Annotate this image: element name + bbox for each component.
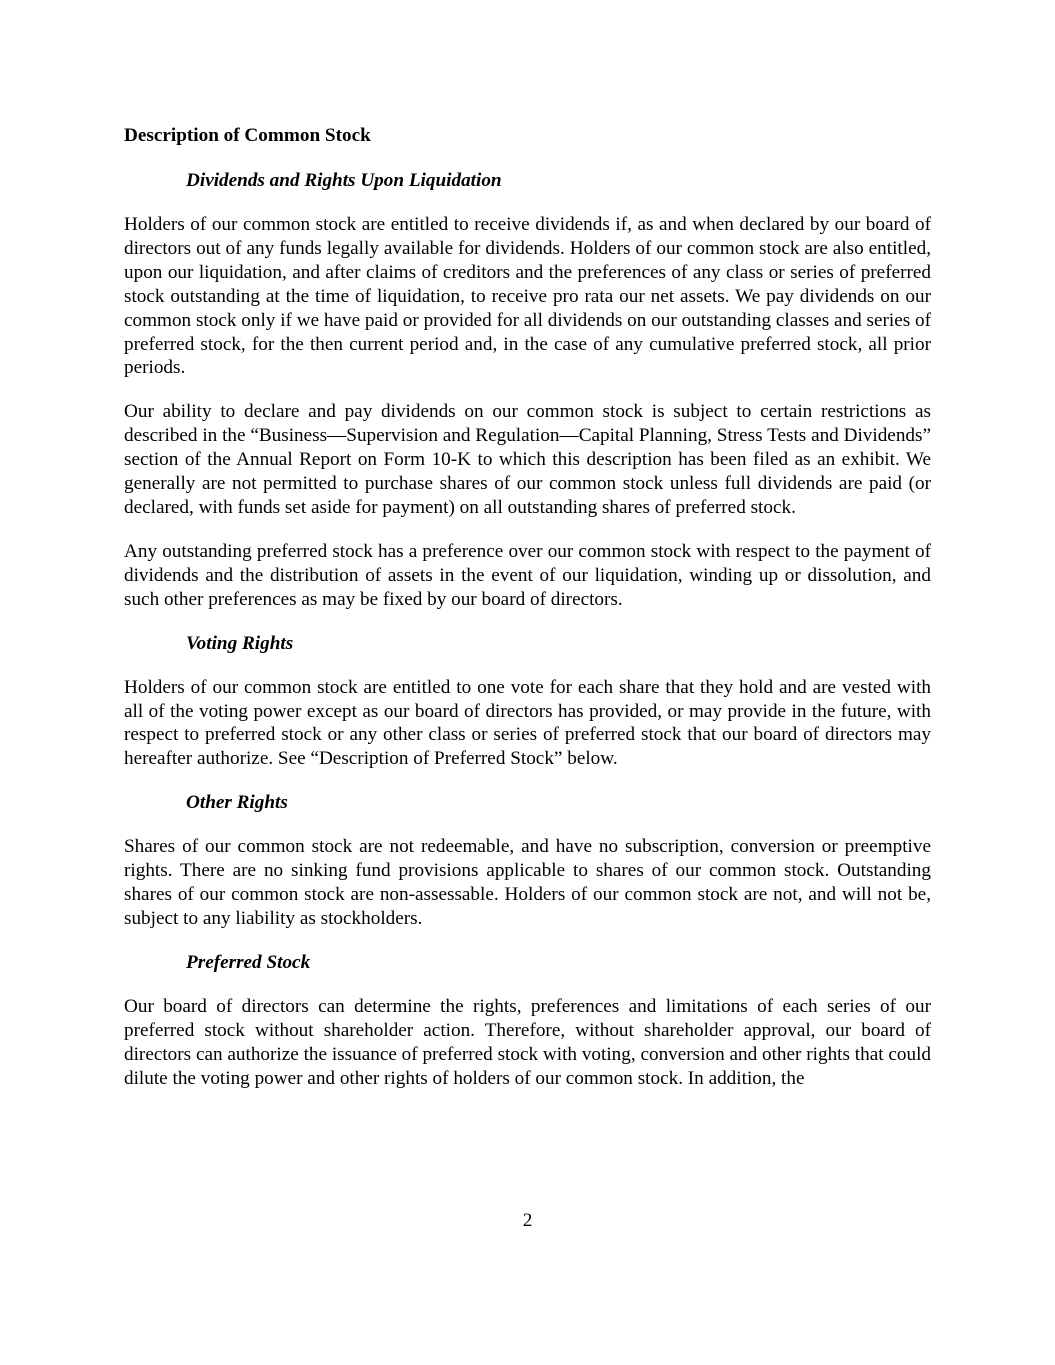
section-heading: Voting Rights: [186, 632, 294, 654]
paragraph: Our ability to declare and pay dividends on our common stock is subject to certain restrictions as described in the “Business—Supervision and Regulation—Capital Planning, Stress Tests and Dividends” section of the Annual Report on Form 10-K to which this description has been filed as an exhibit. We generally are not permitted to purchase shares of our common stock unless full dividends are paid (or declared, with funds set aside for payment) on all outstanding shares of preferred stock.: [124, 401, 931, 518]
section-voting-rights: [124, 632, 931, 772]
paragraph: Any outstanding preferred stock has a preference over our common stock with respect to the payment of dividends and the distribution of assets in the event of our liquidation, winding up or dissolution, and such other preferences as may be fixed by our board of directors.: [124, 540, 931, 610]
section-heading: Preferred Stock: [186, 951, 311, 973]
section-other-rights: [124, 791, 931, 931]
section-heading: Other Rights: [186, 792, 288, 814]
page-number: 2: [522, 1210, 533, 1231]
section-preferred-stock: [124, 951, 931, 1091]
paragraph: Shares of our common stock are not redeemable, and have no subscription, conversion or preemptive rights. There are no sinking fund provisions applicable to shares of our common stock. Outstanding shares of our common stock are non-assessable. Holders of our common stock are not, and will not be, subject to any liability as stockholders.: [124, 836, 931, 929]
section-dividends: [124, 169, 931, 612]
document-title: Description of Common Stock: [124, 125, 371, 146]
paragraph: Our board of directors can determine the rights, preferences and limitations of each series of our preferred stock without shareholder action. Therefore, without shareholder approval, our board of directors can authorize the issuance of preferred stock with voting, conversion and other rights that could dilute the voting power and other rights of holders of our common stock. In addition, the: [124, 995, 931, 1089]
document-page: [124, 124, 931, 1110]
section-heading: Dividends and Rights Upon Liquidation: [186, 170, 502, 191]
paragraph: Holders of our common stock are entitled to one vote for each share that they hold and are vested with all of the voting power except as our board of directors has provided, or may provide in the future, with respect to preferred stock or any other class or series of preferred stock that our board of directors may hereafter authorize. See “Description of Preferred Stock” below.: [124, 676, 931, 770]
paragraph: Holders of our common stock are entitled to receive dividends if, as and when declared by our board of directors out of any funds legally available for dividends. Holders of our common stock are also entitled, upon our liquidation, and after claims of creditors and the preferences of any class or series of preferred stock outstanding at the time of liquidation, to receive pro rata our net assets. We pay dividends on our common stock only if we have paid or provided for all dividends on our outstanding classes and series of preferred stock, for the then current period and, in the case of any cumulative preferred stock, all prior periods.: [124, 214, 931, 379]
